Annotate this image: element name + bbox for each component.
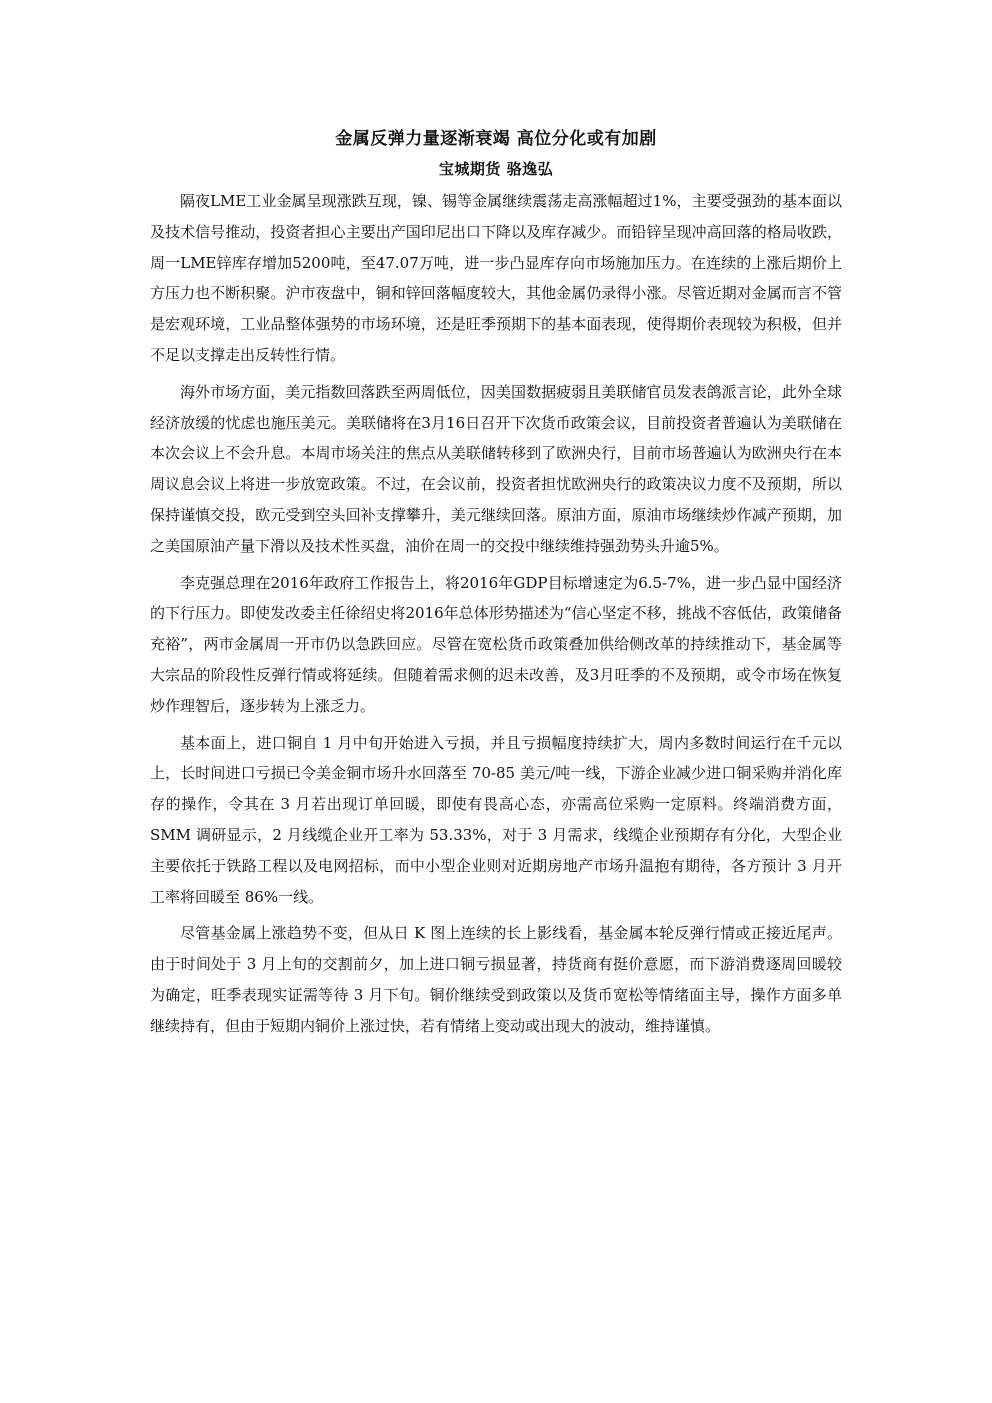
document-body — [150, 124, 842, 1048]
paragraph-4: 基本面上，进口铜自 1 月中旬开始进入亏损，并且亏损幅度持续扩大，周内多数时间运行在千元以上，长时间进口亏损已令美金铜市场升水回落至 70-85 美元/吨一线，下游企业减少进口铜采购并消化库存的操作，令其在 3 月若出现订单回暖，即使有畏高心态，亦需高位采购一定原料。终端消费方面，SMM 调研显示，2 月线缆企业开工率为 53.33%，对于 3 月需求，线缆企业预期存有分化，大型企业主要依托于铁路工程以及电网招标，而中小型企业则对近期房地产市场升温抱有期待，各方预计 3 月开工率将回暖至 86%一线。 — [150, 733, 842, 906]
author-byline: 宝城期货 骆逸弘 — [438, 160, 554, 178]
paragraph-2: 海外市场方面，美元指数回落跌至两周低位，因美国数据疲弱且美联储官员发表鸽派言论，此外全球经济放缓的忧虑也施压美元。美联储将在3月16日召开下次货币政策会议，目前投资者普遍认为美联储在本次会议上不会升息。本周市场关注的焦点从美联储转移到了欧洲央行，目前市场普遍认为欧洲央行在本周议息会议上将进一步放宽政策。不过，在会议前，投资者担忧欧洲央行的政策决议力度不及预期，所以保持谨慎交投，欧元受到空头回补支撑攀升，美元继续回落。原油方面，原油市场继续炒作减产预期，加之美国原油产量下滑以及技术性买盘，油价在周一的交投中继续维持强劲势头升逾5%。 — [150, 382, 842, 555]
document-title: 金属反弹力量逐渐衰竭 高位分化或有加剧 — [335, 129, 657, 149]
paragraph-1: 隔夜LME工业金属呈现涨跌互现，镍、锡等金属继续震荡走高涨幅超过1%，主要受强劲的基本面以及技术信号推动，投资者担心主要出产国印尼出口下降以及库存减少。而铅锌呈现冲高回落的格局收跌，周一LME锌库存增加5200吨，至47.07万吨，进一步凸显库存向市场施加压力。在连续的上涨后期价上方压力也不断积聚。沪市夜盘中，铜和锌回落幅度较大，其他金属仍录得小涨。尽管近期对金属而言不管是宏观环境，工业品整体强势的市场环境，还是旺季预期下的基本面表现，使得期价表现较为积极，但并不足以支撑走出反转性行情。 — [150, 192, 842, 364]
paragraph-3: 李克强总理在2016年政府工作报告上，将2016年GDP目标增速定为6.5-7%，进一步凸显中国经济的下行压力。即使发改委主任徐绍史将2016年总体形势描述为“信心坚定不移，挑战不容低估，政策储备充裕”，两市金属周一开市仍以急跌回应。尽管在宽松货币政策叠加供给侧改革的持续推动下，基金属等大宗品的阶段性反弹行情或将延续。但随着需求侧的迟未改善，及3月旺季的不及预期，或令市场在恢复炒作理智后，逐步转为上涨乏力。 — [150, 573, 842, 715]
paragraph-5: 尽管基金属上涨趋势不变，但从日 K 图上连续的长上影线看，基金属本轮反弹行情或正接近尾声。由于时间处于 3 月上旬的交割前夕，加上进口铜亏损显著，持货商有挺价意愿，而下游消费逐周回暖较为确定，旺季表现实证需等待 3 月下旬。铜价继续受到政策以及货币宽松等情绪面主导，操作方面多单继续持有，但由于短期内铜价上涨过快，若有情绪上变动或出现大的波动，维持谨慎。 — [150, 924, 842, 1035]
